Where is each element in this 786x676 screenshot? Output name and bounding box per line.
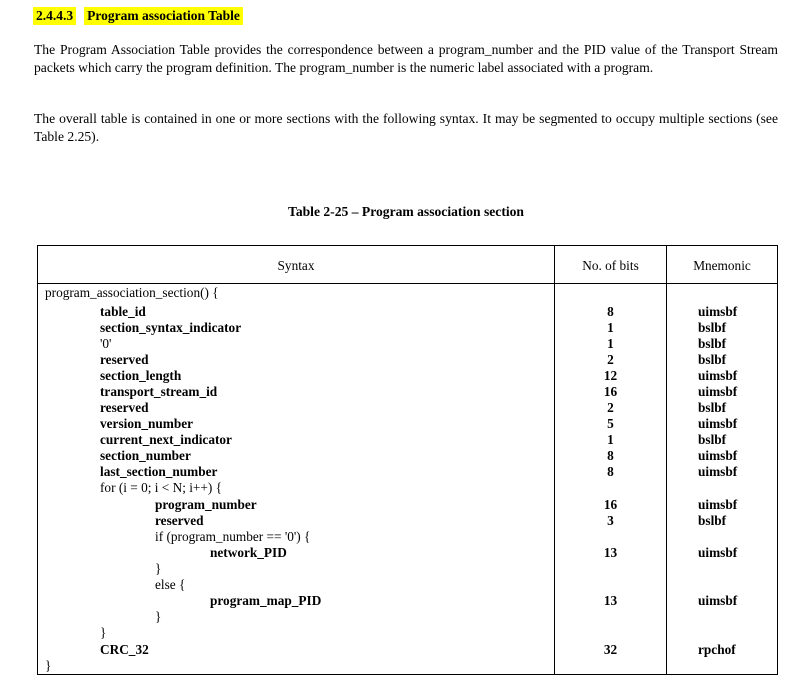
- syntax-cell: }: [155, 609, 162, 624]
- syntax-cell: '0': [100, 336, 112, 351]
- syntax-cell: transport_stream_id: [100, 384, 218, 399]
- mnemonic-cell: bslbf: [698, 400, 727, 415]
- bits-cell: 2: [607, 400, 614, 415]
- table-row: [38, 336, 777, 352]
- syntax-cell: }: [100, 625, 107, 640]
- bits-cell: 13: [603, 593, 618, 608]
- table-row: [38, 464, 777, 480]
- bits-cell: 13: [603, 545, 618, 560]
- bits-cell: 3: [607, 513, 614, 528]
- table-row: [38, 642, 777, 658]
- syntax-cell: for (i = 0; i < N; i++) {: [100, 480, 223, 495]
- table-row: [38, 368, 777, 384]
- table-row: [38, 285, 777, 301]
- syntax-table: [37, 245, 778, 675]
- syntax-cell: else {: [155, 577, 186, 592]
- syntax-cell: reserved: [100, 400, 149, 415]
- table-header-row: [38, 246, 777, 284]
- syntax-cell: CRC_32: [100, 642, 149, 657]
- syntax-cell: version_number: [100, 416, 194, 431]
- mnemonic-cell: bslbf: [698, 432, 727, 447]
- bits-cell: 1: [607, 432, 614, 447]
- mnemonic-cell: uimsbf: [698, 464, 738, 479]
- mnemonic-cell: uimsbf: [698, 304, 738, 319]
- syntax-cell: section_length: [100, 368, 182, 383]
- mnemonic-cell: uimsbf: [698, 593, 738, 608]
- bits-cell: 2: [607, 352, 614, 367]
- table-row: [38, 432, 777, 448]
- table-row: [38, 352, 777, 368]
- section-number: 2.4.4.3: [33, 7, 76, 25]
- header-mnemonic: Mnemonic: [693, 258, 751, 273]
- table-row: [38, 384, 777, 400]
- paragraph-intro: The Program Association Table provides the correspondence between a program_number and the PID value of the Transport Stream packets which carry the program definition. The program_number is the numeric label associated with a program.: [34, 42, 778, 75]
- mnemonic-cell: uimsbf: [698, 384, 738, 399]
- table-row: [38, 609, 777, 625]
- table-row: [38, 513, 777, 529]
- table-caption: Table 2-25 – Program association section: [288, 204, 524, 219]
- syntax-cell: program_association_section() {: [45, 285, 219, 300]
- mnemonic-cell: uimsbf: [698, 416, 738, 431]
- table-row: [38, 448, 777, 464]
- header-syntax: Syntax: [277, 258, 315, 273]
- table-row: [38, 497, 777, 513]
- syntax-cell: program_number: [155, 497, 257, 512]
- syntax-cell: }: [45, 658, 52, 673]
- syntax-cell: if (program_number == '0') {: [155, 529, 311, 544]
- syntax-cell: last_section_number: [100, 464, 218, 479]
- syntax-cell: }: [155, 561, 162, 576]
- section-title: Program association Table: [84, 7, 243, 25]
- header-bits: No. of bits: [582, 258, 639, 273]
- table-row: [38, 416, 777, 432]
- table-row: [38, 320, 777, 336]
- bits-cell: 5: [607, 416, 614, 431]
- bits-cell: 32: [603, 642, 618, 657]
- syntax-cell: network_PID: [210, 545, 287, 560]
- bits-cell: 1: [607, 320, 614, 335]
- table-row: [38, 625, 777, 641]
- bits-cell: 8: [607, 464, 614, 479]
- bits-cell: 1: [607, 336, 614, 351]
- table-row: [38, 480, 777, 496]
- mnemonic-cell: bslbf: [698, 513, 727, 528]
- mnemonic-cell: uimsbf: [698, 497, 738, 512]
- mnemonic-cell: uimsbf: [698, 545, 738, 560]
- mnemonic-cell: bslbf: [698, 336, 727, 351]
- bits-cell: 12: [603, 368, 618, 383]
- table-row: [38, 561, 777, 577]
- mnemonic-cell: uimsbf: [698, 448, 738, 463]
- section-heading: [33, 7, 243, 25]
- bits-cell: 8: [607, 448, 614, 463]
- table-row: [38, 545, 777, 561]
- table-row: [38, 577, 777, 593]
- mnemonic-cell: bslbf: [698, 320, 727, 335]
- table-row: [38, 658, 777, 674]
- table-row: [38, 529, 777, 545]
- syntax-cell: section_syntax_indicator: [100, 320, 242, 335]
- bits-cell: 16: [603, 384, 618, 399]
- mnemonic-cell: uimsbf: [698, 368, 738, 383]
- syntax-cell: table_id: [100, 304, 146, 319]
- syntax-cell: section_number: [100, 448, 191, 463]
- table-row: [38, 400, 777, 416]
- mnemonic-cell: bslbf: [698, 352, 727, 367]
- syntax-cell: current_next_indicator: [100, 432, 232, 447]
- table-row: [38, 304, 777, 320]
- syntax-cell: reserved: [100, 352, 149, 367]
- syntax-cell: reserved: [155, 513, 204, 528]
- bits-cell: 8: [607, 304, 614, 319]
- syntax-cell: program_map_PID: [210, 593, 322, 608]
- paragraph-overall-table: The overall table is contained in one or more sections with the following syntax. It may be segmented to occupy multiple sections (see Table 2.25).: [34, 111, 778, 144]
- table-row: [38, 593, 777, 609]
- bits-cell: 16: [603, 497, 618, 512]
- mnemonic-cell: rpchof: [698, 642, 736, 657]
